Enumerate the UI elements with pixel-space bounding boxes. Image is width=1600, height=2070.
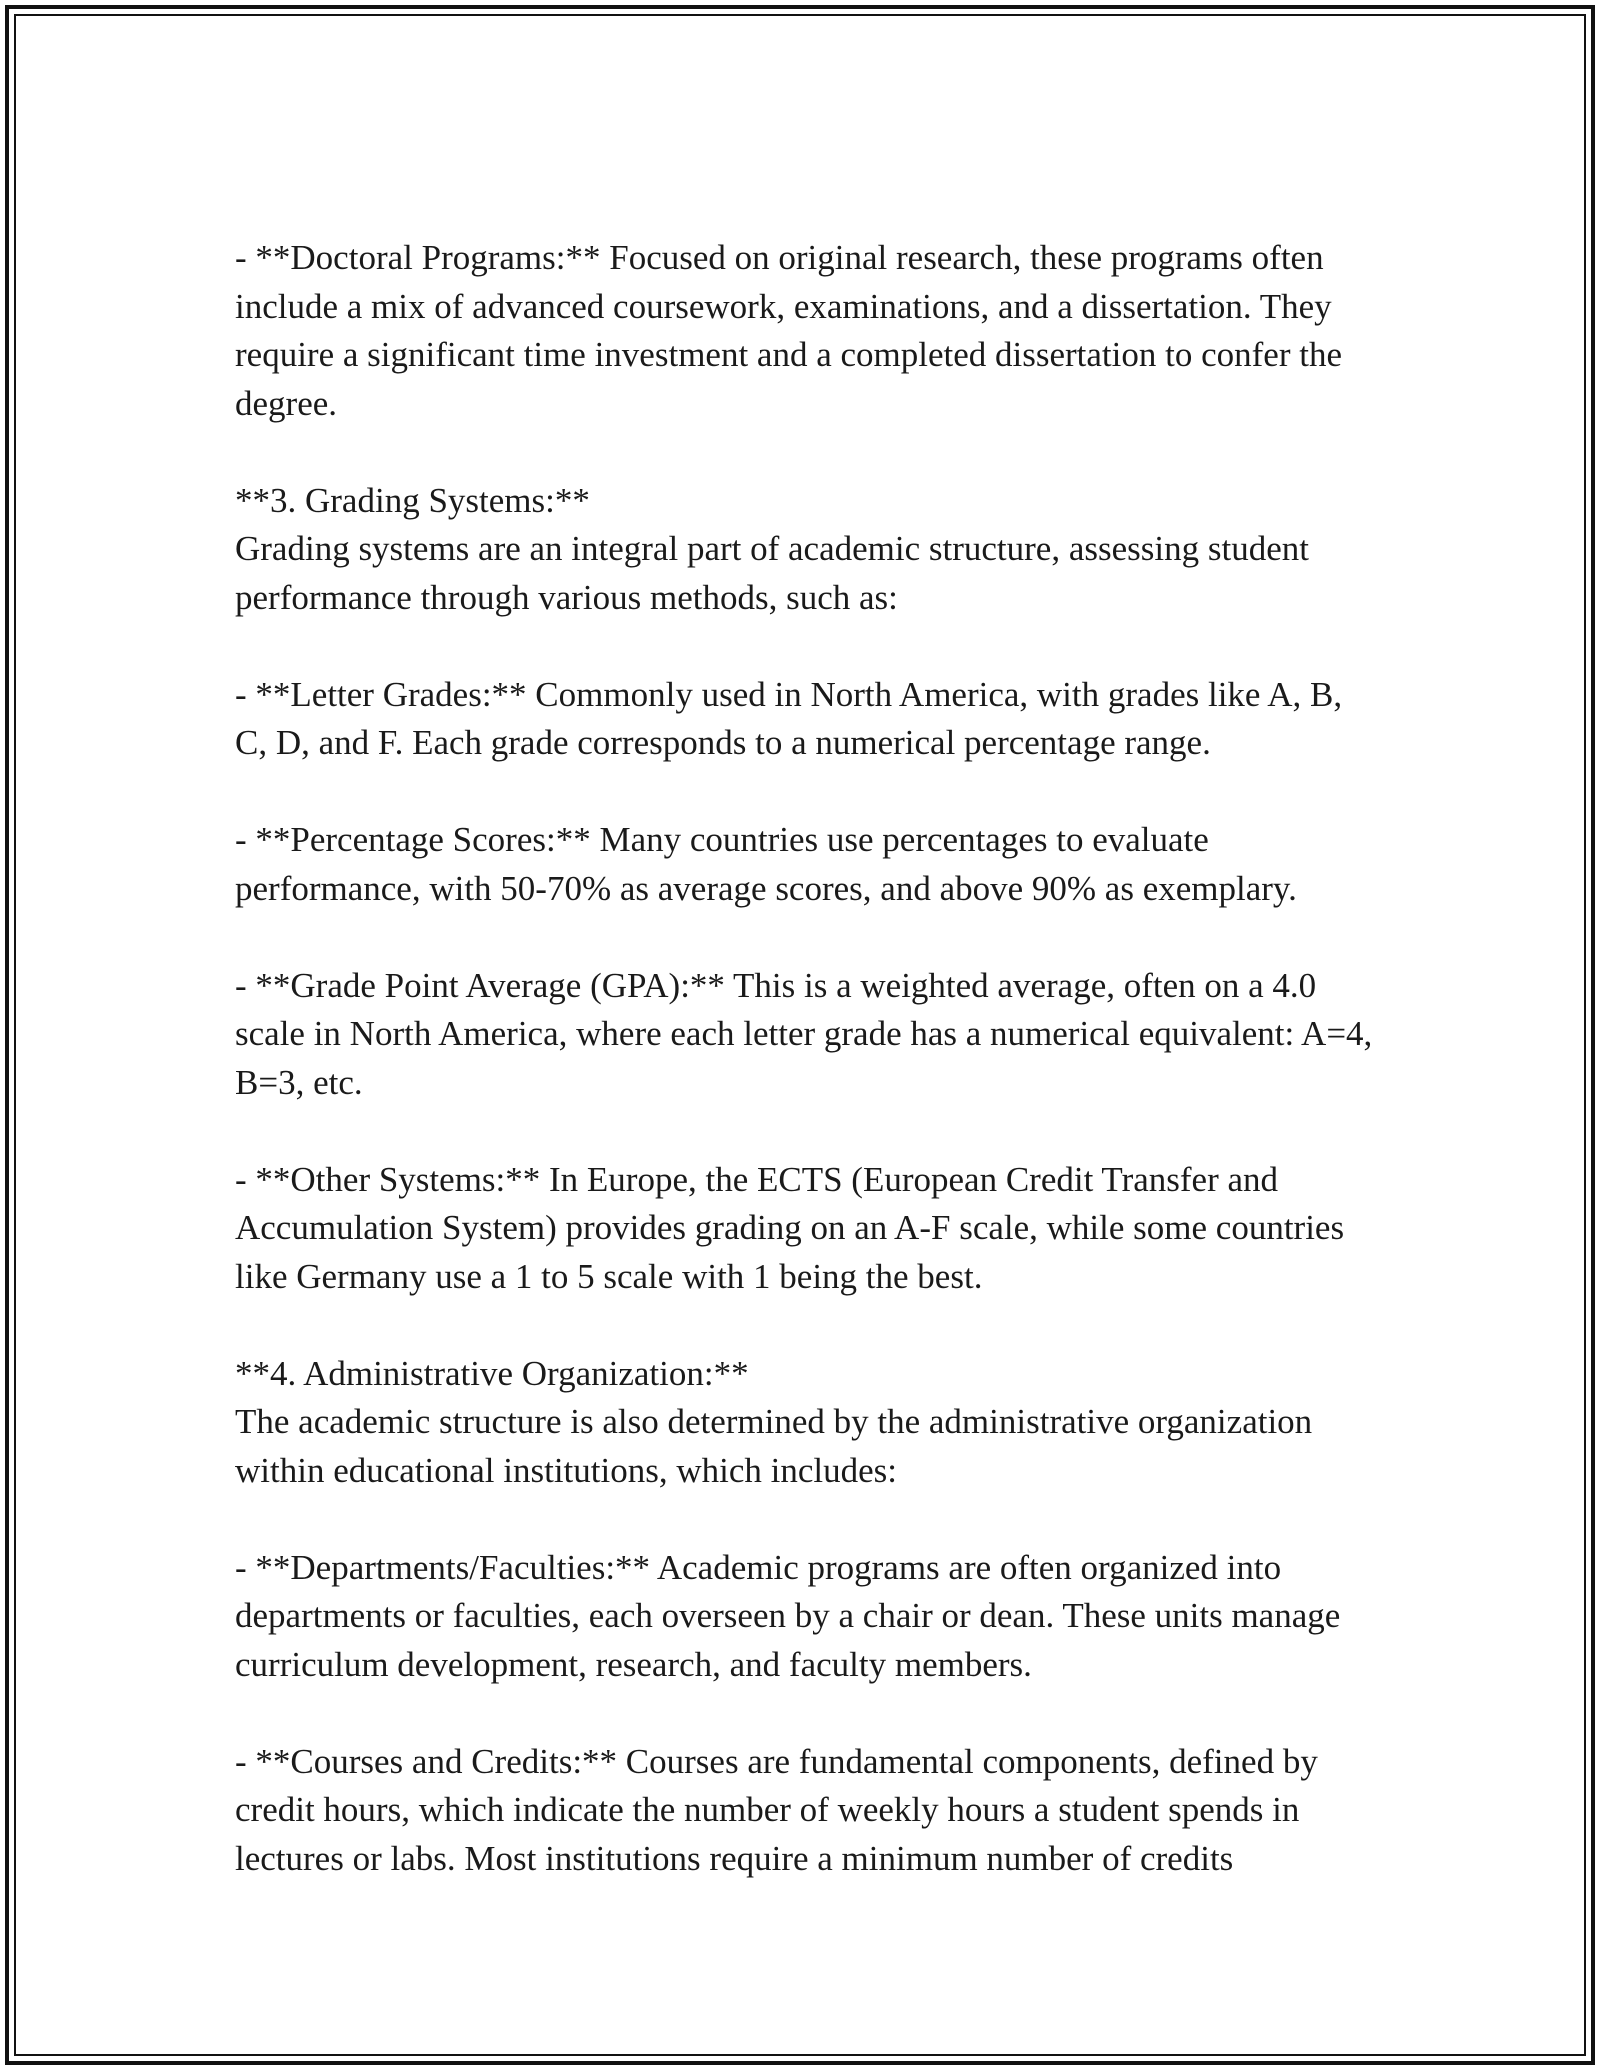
heading-grading-systems: **3. Grading Systems:** <box>235 480 590 520</box>
paragraph-administrative-intro: The academic structure is also determined by the administrative organization within educational institutions, which includes: <box>235 1402 1313 1490</box>
paragraph-other-systems: - **Other Systems:** In Europe, the ECTS (European Credit Transfer and Accumulation System) provides grading on an A-F scale, while some countries like Germany use a 1 to 5 scale with 1 being the best. <box>235 1159 1345 1296</box>
paragraph-gpa: - **Grade Point Average (GPA):** This is a weighted average, often on a 4.0 scale in North America, where each letter grade has a numerical equivalent: A=4, B=3, etc. <box>235 965 1373 1102</box>
paragraph-departments-faculties: - **Departments/Faculties:** Academic programs are often organized into departments or faculties, each overseen by a chair or dean. These units manage curriculum development, research, and faculty members. <box>235 1547 1341 1684</box>
document-body <box>235 234 1375 1883</box>
paragraph-grading-intro: Grading systems are an integral part of academic structure, assessing student performance through various methods, such as: <box>235 529 1309 617</box>
paragraph-percentage-scores: - **Percentage Scores:** Many countries use percentages to evaluate performance, with 50-70% as average scores, and above 90% as exemplary. <box>235 820 1297 908</box>
paragraph-doctoral-programs: - **Doctoral Programs:** Focused on original research, these programs often include a mix of advanced coursework, examinations, and a dissertation. They require a significant time investment and a completed dissertation to confer the degree. <box>235 238 1342 423</box>
paragraph-letter-grades: - **Letter Grades:** Commonly used in North America, with grades like A, B, C, D, and F. Each grade corresponds to a numerical percentage range. <box>235 674 1343 762</box>
paragraph-courses-credits: - **Courses and Credits:** Courses are fundamental components, defined by credit hours, which indicate the number of weekly hours a student spends in lectures or labs. Most institutions require a minimum number of credits <box>235 1741 1318 1878</box>
heading-administrative-organization: **4. Administrative Organization:** <box>235 1353 749 1393</box>
